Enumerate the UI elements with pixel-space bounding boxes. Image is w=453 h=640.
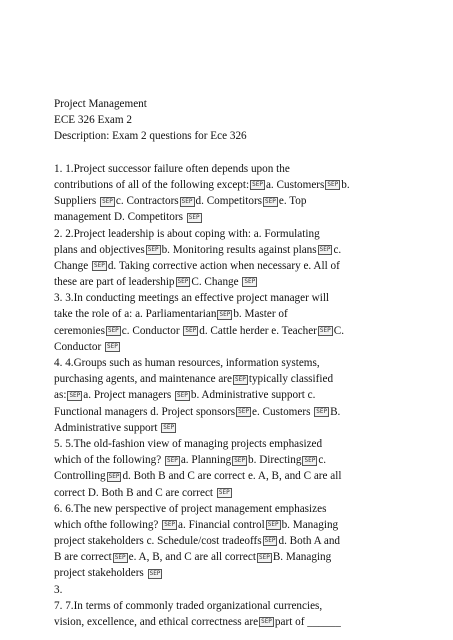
separator-glyph-icon: SEP — [234, 456, 246, 464]
body-line: 6. 6.The new perspective of project management emphasizes — [54, 502, 327, 515]
separator-glyph-icon: SEP — [114, 553, 126, 561]
separator-glyph-icon: SEP — [107, 327, 119, 335]
separator-glyph-icon: SEP — [149, 569, 161, 577]
separator-glyph-icon: SEP — [163, 424, 175, 432]
body-line: 2. 2.Project leadership is about coping with: a. Formulating — [54, 227, 320, 240]
body-line: these are part of leadership SEP C. Change SEP — [54, 276, 256, 289]
body-line: vision, excellence, and ethical correctness are SEP part of ______ — [54, 616, 341, 628]
separator-glyph-icon: SEP — [219, 310, 231, 318]
question-list — [54, 161, 434, 630]
separator-glyph-icon: SEP — [238, 407, 249, 415]
separator-glyph-icon: SEP — [177, 278, 189, 286]
separator-glyph-icon: SEP — [164, 521, 176, 529]
body-line: project stakeholders c. Schedule/cost tradeoffs SEP d. Both A and — [54, 535, 341, 548]
separator-glyph-icon: SEP — [147, 246, 159, 254]
separator-glyph-icon: SEP — [177, 391, 188, 399]
body-line: B are correct SEP e. A, B, and C are all correct SEP B. Managing — [54, 551, 332, 564]
separator-glyph-icon: SEP — [167, 456, 178, 464]
body-line: take the role of a: a. Parliamentarian SEP b. Master of — [54, 308, 288, 321]
separator-glyph-icon: SEP — [181, 197, 193, 205]
body-line: Conductor SEP — [54, 340, 118, 353]
separator-glyph-icon: SEP — [188, 213, 200, 221]
description: Description: Exam 2 questions for Ece 326 — [54, 130, 247, 143]
body-line: Controlling SEP d. Both B and C are correct e. A, B, and C are all — [54, 470, 342, 483]
separator-glyph-icon: SEP — [264, 537, 276, 545]
separator-glyph-icon: SEP — [252, 181, 263, 189]
document-title: Project Management — [54, 98, 147, 110]
body-line: project stakeholders SEP — [54, 567, 161, 580]
separator-glyph-icon: SEP — [258, 553, 270, 561]
separator-glyph-icon: SEP — [316, 407, 328, 415]
body-line: 1. 1.Project successor failure often depends upon the — [54, 162, 290, 175]
separator-glyph-icon: SEP — [319, 327, 331, 335]
body-line: which ofthe following? SEP a. Financial control SEP b. Managing — [54, 518, 339, 531]
separator-glyph-icon: SEP — [218, 488, 230, 496]
body-line: 5. 5.The old-fashion view of managing projects emphasized — [54, 437, 323, 450]
separator-glyph-icon: SEP — [235, 375, 246, 383]
separator-glyph-icon: SEP — [69, 391, 81, 399]
body-line: ceremonies SEP c. Conductor SEP d. Cattle herder e. Teacher SEP C. — [54, 324, 345, 337]
body-line: Change SEP d. Taking corrective action when necessary e. All of — [54, 259, 340, 272]
document-content — [54, 96, 434, 630]
body-line: which of the following? SEP a. Planning SEP b. Directing SEP c. — [54, 454, 327, 467]
separator-glyph-icon: SEP — [265, 197, 276, 205]
separator-glyph-icon: SEP — [327, 181, 339, 189]
body-line: plans and objectives SEP b. Monitoring results against plans SEP c. — [54, 243, 342, 256]
spacer — [54, 145, 434, 161]
separator-glyph-icon: SEP — [185, 327, 197, 335]
separator-glyph-icon: SEP — [93, 262, 105, 270]
body-line: as: SEP a. Project managers SEP b. Administrative support c. — [54, 389, 316, 402]
body-line: management D. Competitors SEP — [54, 211, 200, 224]
body-line: Functional managers d. Project sponsors SEP e. Customers SEP B. — [54, 405, 341, 418]
body-line: correct D. Both B and C are correct SEP — [54, 486, 230, 499]
separator-glyph-icon: SEP — [102, 197, 113, 205]
separator-glyph-icon: SEP — [261, 618, 272, 626]
separator-glyph-icon: SEP — [267, 521, 279, 529]
separator-glyph-icon: SEP — [108, 472, 120, 480]
body-line: 4. 4.Groups such as human resources, information systems, — [54, 357, 320, 369]
body-line: Suppliers SEP c. Contractors SEP d. Competitors SEP e. Top — [54, 195, 307, 208]
body-line: 3. — [54, 583, 63, 596]
separator-glyph-icon: SEP — [107, 343, 118, 351]
separator-glyph-icon: SEP — [304, 456, 316, 464]
course-code: ECE 326 Exam 2 — [54, 114, 132, 127]
body-line: Administrative support SEP — [54, 421, 175, 434]
body-line: 3. 3.In conducting meetings an effective project manager will — [54, 292, 330, 305]
body-line: purchasing agents, and maintenance are SEP typically classified — [54, 373, 334, 386]
separator-glyph-icon: SEP — [319, 246, 331, 254]
body-line: 7. 7.In terms of commonly traded organizational currencies, — [54, 599, 323, 612]
separator-glyph-icon: SEP — [244, 278, 256, 286]
body-line: contributions of all of the following except: SEP a. Customers SEP b. — [54, 178, 350, 191]
